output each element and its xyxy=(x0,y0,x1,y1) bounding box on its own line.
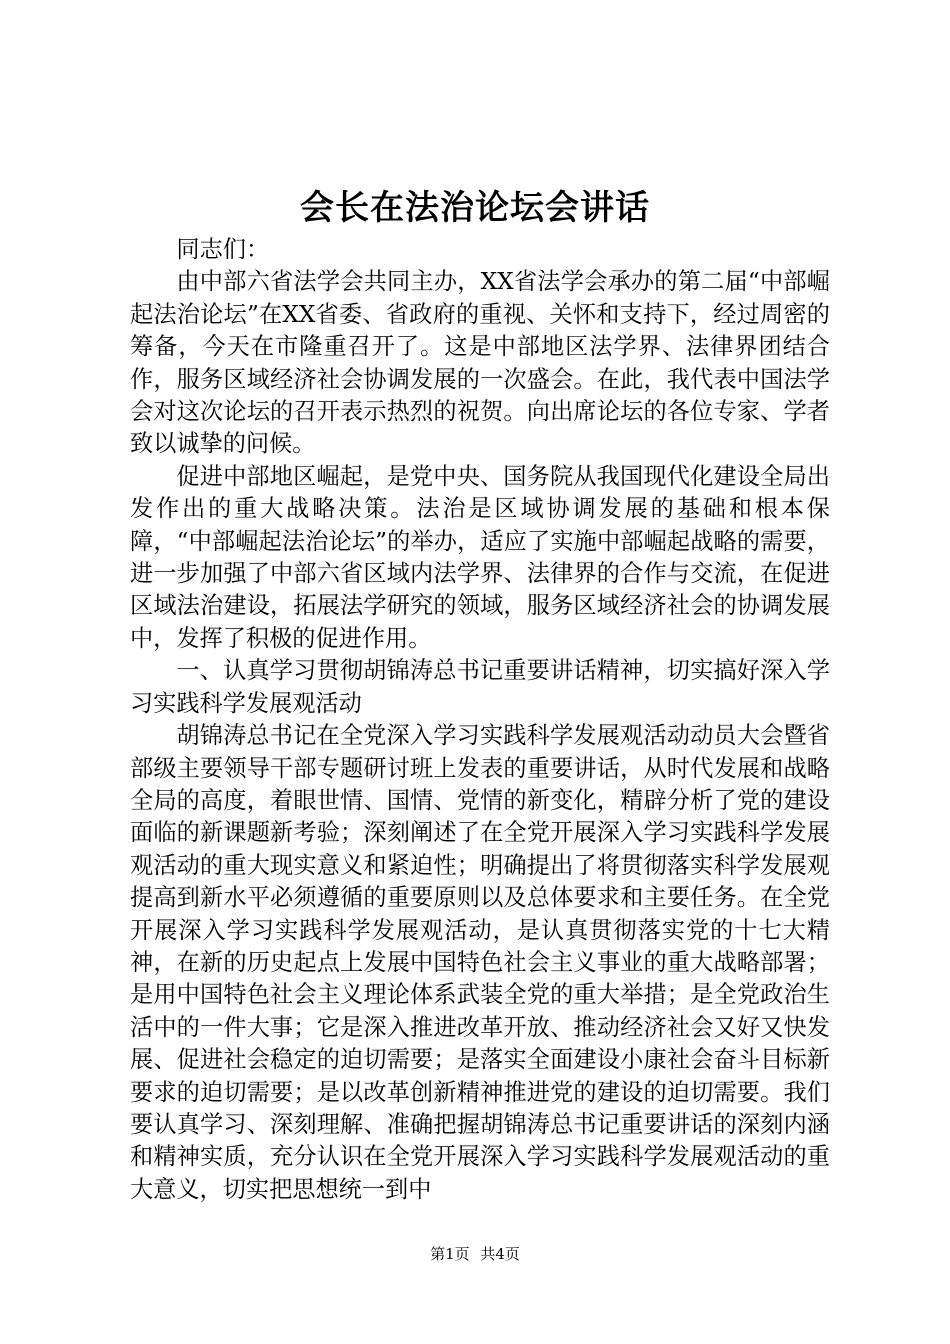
body-paragraph: 由中部六省法学会共同主办，XX省法学会承办的第二届“中部崛起法治论坛”在XX省委、省政府的重视、关怀和支持下，经过周密的筹备，今天在市隆重召开了。这是中部地区法学界、法律界团结合作，服务区域经济社会协调发展的一次盛会。在此，我代表中国法学会对这次论坛的召开表示热烈的祝贺。向出席论坛的各位专家、学者致以诚挚的问候。 xyxy=(130,268,830,458)
body-paragraph: 胡锦涛总书记在全党深入学习实践科学发展观活动动员大会暨省部级主要领导干部专题研讨班上发表的重要讲话，从时代发展和战略全局的高度，着眼世情、国情、党情的新变化，精辟分析了党的建设面临的新课题新考验；深刻阐述了在全党开展深入学习实践科学发展观活动的重大现实意义和紧迫性；明确提出了将贯彻落实科学发展观提高到新水平必须遵循的重要原则以及总体要求和主要任务。在全党开展深入学习实践科学发展观活动，是认真贯彻落实党的十七大精神，在新的历史起点上发展中国特色社会主义事业的重大战略部署；是用中国特色社会主义理论体系武装全党的重大举措；是全党政治生活中的一件大事；它是深入推进改革开放、推动经济社会又好又快发展、促进社会稳定的迫切需要；是落实全面建设小康社会奋斗目标新要求的迫切需要；是以改革创新精神推进党的建设的迫切需要。我们要认真学习、深刻理解、准确把握胡锦涛总书记重要讲话的深刻内涵和精神实质，充分认识在全党开展深入学习实践科学发展观活动的重大意义，切实把思想统一到中 xyxy=(130,722,830,1203)
section-heading: 一、认真学习贯彻胡锦涛总书记重要讲话精神，切实搞好深入学习实践科学发展观活动 xyxy=(130,657,830,717)
document-title: 会长在法治论坛会讲话 xyxy=(300,188,650,228)
salutation-paragraph: 同志们： xyxy=(176,236,270,263)
page-number: 第1页 xyxy=(430,1245,470,1263)
page-footer xyxy=(0,1244,950,1264)
page-total: 共4页 xyxy=(480,1245,520,1263)
document-body xyxy=(130,234,830,1206)
body-paragraph: 促进中部地区崛起，是党中央、国务院从我国现代化建设全局出发作出的重大战略决策。法治是区域协调发展的基础和根本保障，“中部崛起法治论坛”的举办，适应了实施中部崛起战略的需要，进一步加强了中部六省区域内法学界、法律界的合作与交流，在促进区域法治建设，拓展法学研究的领域，服务区域经济社会的协调发展中，发挥了积极的促进作用。 xyxy=(130,462,830,652)
